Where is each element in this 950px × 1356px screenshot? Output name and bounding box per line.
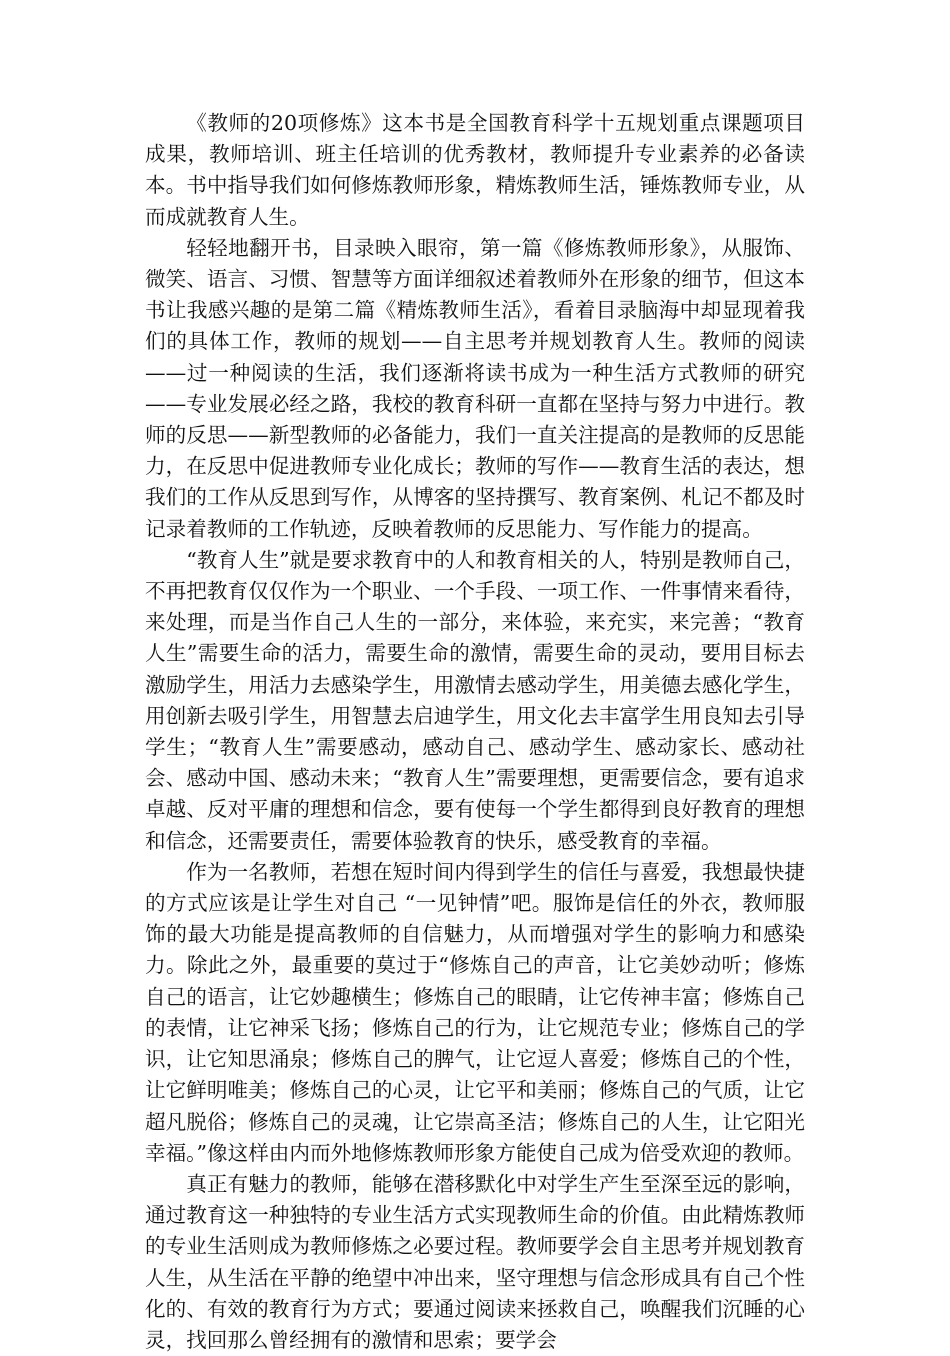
paragraph-3: “教育人生”就是要求教育中的人和教育相关的人，特别是教师自己，不再把教育仅仅作为一个职业、一个手段、一项工作、一件事情来看待，来处理，而是当作自己人生的一部分，来体验，来充实，来完善；“教育人生”需要生命的活力，需要生命的激情，需要生命的灵动，要用目标去激励学生，用活力去感染学生，用激情去感动学生，用美德去感化学生，用创新去吸引学生，用智慧去启迪学生，用文化去丰富学生用良知去引导学生；“教育人生”需要感动，感动自己、感动学生、感动家长、感动社会、感动中国、感动未来；“教育人生”需要理想，更需要信念，要有追求卓越、反对平庸的理想和信念，要有使每一个学生都得到良好教育的理想和信念，还需要责任，需要体验教育的快乐，感受教育的幸福。 <box>145 547 805 853</box>
document-page <box>145 108 805 1356</box>
paragraph-2: 轻轻地翻开书，目录映入眼帘，第一篇《修炼教师形象》，从服饰、微笑、语言、习惯、智慧等方面详细叙述着教师外在形象的细节，但这本书让我感兴趣的是第二篇《精炼教师生活》，看着目录脑海中却显现着我们的具体工作，教师的规划——自主思考并规划教育人生。教师的阅读——过一种阅读的生活，我们逐渐将读书成为一种生活方式教师的研究——专业发展必经之路，我校的教育科研一直都在坚持与努力中进行。教师的反思——新型教师的必备能力，我们一直关注提高的是教师的反思能力，在反思中促进教师专业化成长；教师的写作——教育生活的表达，想我们的工作从反思到写作，从博客的坚持撰写、教育案例、札记不都及时记录着教师的工作轨迹，反映着教师的反思能力、写作能力的提高。 <box>145 235 805 541</box>
paragraph-4: 作为一名教师，若想在短时间内得到学生的信任与喜爱，我想最快捷的方式应该是让学生对自己 “一见钟情”吧。服饰是信任的外衣，教师服饰的最大功能是提高教师的自信魅力，从而增强对学生的影响力和感染力。除此之外，最重要的莫过于“修炼自己的声音，让它美妙动听；修炼自己的语言，让它妙趣横生；修炼自己的眼睛，让它传神丰富；修炼自己的表情，让它神采飞扬；修炼自己的行为，让它规范专业；修炼自己的学识，让它知思涌泉；修炼自己的脾气，让它逗人喜爱；修炼自己的个性，让它鲜明唯美；修炼自己的心灵，让它平和美丽；修炼自己的气质，让它超凡脱俗；修炼自己的灵魂，让它崇高圣洁；修炼自己的人生，让它阳光幸福。”像这样由内而外地修炼教师形象方能使自己成为倍受欢迎的教师。 <box>145 859 805 1165</box>
paragraph-5: 真正有魅力的教师，能够在潜移默化中对学生产生至深至远的影响，通过教育这一种独特的专业生活方式实现教师生命的价值。由此精炼教师的专业生活则成为教师修炼之必要过程。教师要学会自主思考并规划教育人生，从生活在平静的绝望中冲出来，坚守理想与信念形成具有自己个性化的、有效的教育行为方式；要通过阅读来拯救自己，唤醒我们沉睡的心灵，找回那么曾经拥有的激情和思索；要学会 <box>145 1171 805 1352</box>
paragraph-1: 《教师的20项修炼》这本书是全国教育科学十五规划重点课题项目成果，教师培训、班主任培训的优秀教材，教师提升专业素养的必备读本。书中指导我们如何修炼教师形象，精炼教师生活，锤炼教师专业，从而成就教育人生。 <box>145 111 805 229</box>
